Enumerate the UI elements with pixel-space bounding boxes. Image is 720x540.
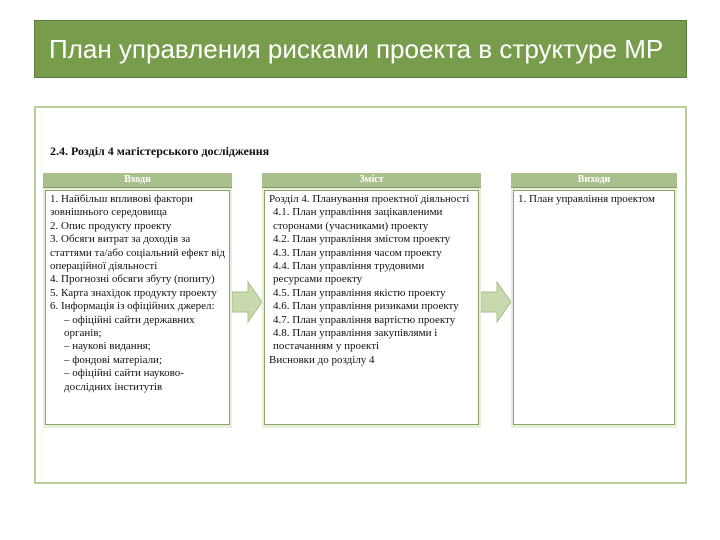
input-item: 5. Карта знахідок продукту проекту [50, 286, 217, 299]
input-subitem: – фондові матеріали; [64, 353, 163, 366]
inputs-header: Входи [43, 173, 232, 188]
right-arrow-icon [481, 280, 511, 324]
content-item: 4.4. План управління трудовими ресурсами проекту [273, 260, 425, 286]
outputs-body [513, 190, 675, 425]
inputs-column [43, 173, 232, 428]
outputs-column [511, 173, 677, 428]
input-item: 6. Інформація із офіційних джерел: [50, 300, 215, 313]
content-item: 4.7. План управління вартістю проекту [273, 313, 456, 326]
content-item: 4.3. План управління часом проекту [273, 246, 442, 259]
input-item: 4. Прогнозні обсяги збуту (попиту) [50, 273, 215, 286]
content-item: 4.8. План управління закупівлями і постачанням у проекті [273, 327, 438, 353]
input-subitem: – офіційні сайти державних органів; [64, 313, 195, 340]
input-item: 1. Найбільш впливові фактори зовнішнього середовища [50, 193, 193, 219]
content-conclusion: Висновки до розділу 4 [269, 353, 375, 366]
input-item: 3. Обсяги витрат за доходів за статтями та/або соціальний ефект від операційної діяльності [50, 233, 226, 273]
slide-title-bar [34, 20, 687, 78]
content-header: Зміст [262, 173, 481, 188]
content-item: 4.5. План управління якістю проекту [273, 286, 446, 299]
content-column [262, 173, 481, 428]
content-item: 4.1. План управління зацікавленими сторонами (учасниками) проекту [273, 206, 443, 232]
content-intro: Розділ 4. Планування проектної діяльності [269, 193, 470, 205]
content-item: 4.6. План управління ризиками проекту [273, 300, 459, 313]
content-body [264, 190, 479, 425]
right-arrow-icon [232, 280, 262, 324]
input-subitem: – офіційні сайти науково-дослідних інститутів [64, 367, 184, 393]
outputs-header: Виходи [511, 173, 677, 188]
content-item: 4.2. План управління змістом проекту [273, 233, 451, 246]
inputs-body [45, 190, 230, 425]
slide-title: План управления рисками проекта в структуре МР [49, 33, 664, 64]
section-heading: 2.4. Розділ 4 магістерського дослідження [50, 144, 270, 158]
input-item: 2. Опис продукту проекту [50, 219, 172, 232]
input-subitem: – наукові видання; [64, 340, 151, 353]
output-item: 1. План управління проектом [518, 193, 655, 205]
